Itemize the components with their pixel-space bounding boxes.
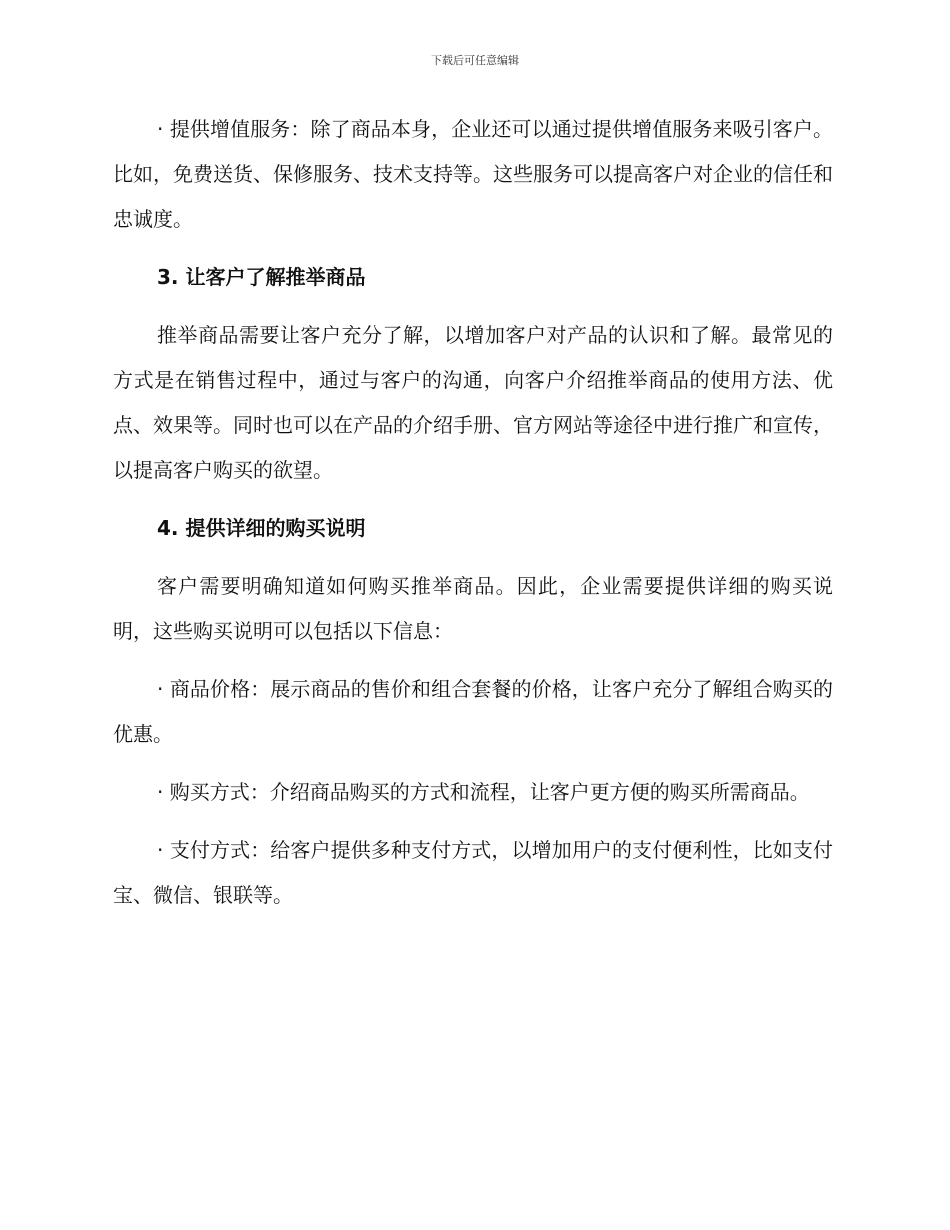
- paragraph-purchase-instructions: 客户需要明确知道如何购买推举商品。因此，企业需要提供详细的购买说明，这些购买说明可以包括以下信息：: [113, 574, 833, 643]
- spacer: [113, 757, 833, 770]
- bullet-product-price: · 商品价格：展示商品的售价和组合套餐的价格，让客户充分了解组合购买的优惠。: [113, 677, 833, 746]
- spacer: [113, 551, 833, 564]
- spacer: [113, 815, 833, 828]
- spacer: [113, 242, 833, 255]
- paragraph-product-introduction: 推举商品需要让客户充分了解，以增加客户对产品的认识和了解。最常见的方式是在销售过程中，通过与客户的沟通，向客户介绍推举商品的使用方法、优点、效果等。同时也可以在产品的介绍手册、官方网站等途径中进行推广和宣传，以提高客户购买的欲望。: [113, 323, 833, 482]
- spacer: [113, 654, 833, 667]
- bullet-value-added-services: · 提供增值服务：除了商品本身，企业还可以通过提供增值服务来吸引客户。比如，免费送货、保修服务、技术支持等。这些服务可以提高客户对企业的信任和忠诚度。: [113, 117, 833, 231]
- spacer: [113, 493, 833, 506]
- document-body: [113, 107, 833, 918]
- bullet-payment-method: · 支付方式：给客户提供多种支付方式，以增加用户的支付便利性，比如支付宝、微信、银联等。: [113, 838, 833, 907]
- page-header: 下载后可任意编辑: [431, 54, 519, 67]
- bullet-purchase-method: · 购买方式：介绍商品购买的方式和流程，让客户更方便的购买所需商品。: [157, 780, 810, 804]
- section-heading-4: 4. 提供详细的购买说明: [157, 516, 366, 540]
- spacer: [113, 300, 833, 313]
- section-heading-3: 3. 让客户了解推举商品: [157, 265, 366, 289]
